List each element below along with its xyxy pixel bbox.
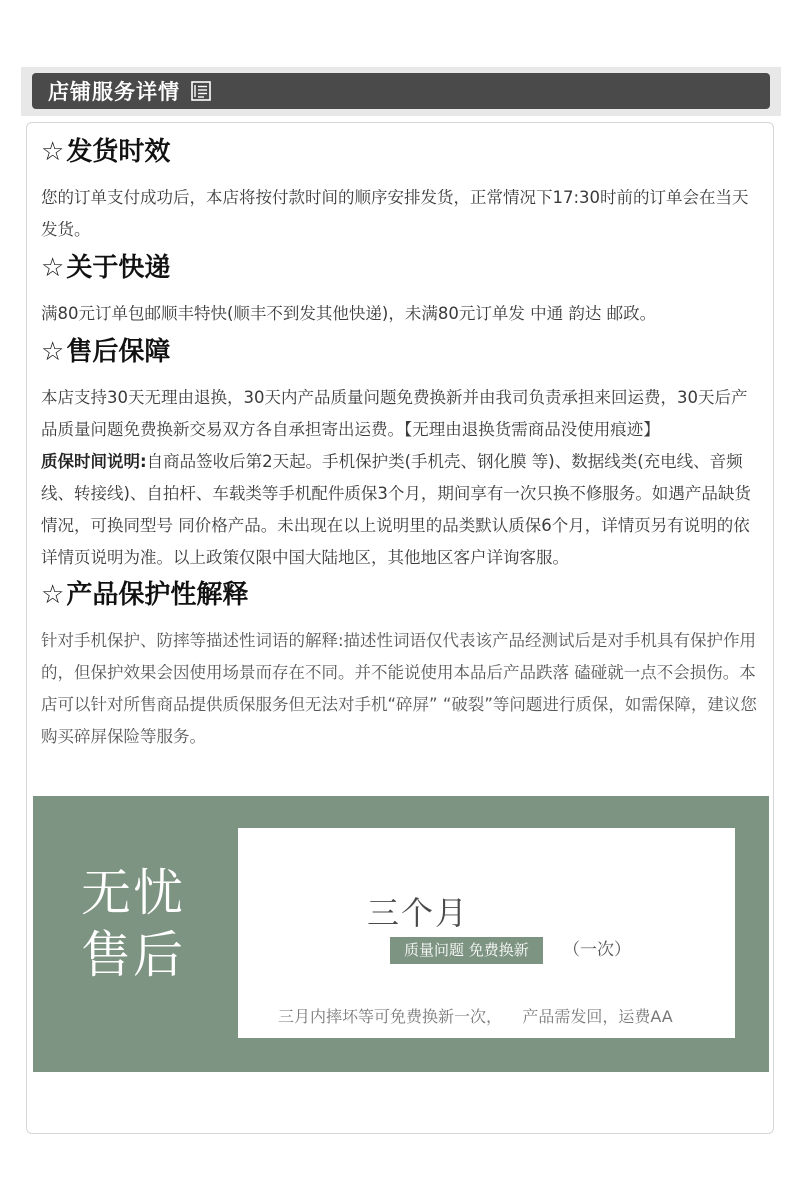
- header-bar: [32, 73, 770, 109]
- section-shipping: [41, 135, 761, 246]
- section-heading: [41, 135, 761, 169]
- banner-title: 三个月: [366, 894, 469, 932]
- section-protection: [41, 578, 761, 753]
- banner-once: （一次）: [563, 940, 631, 960]
- warranty-label: 质保时间说明:: [41, 452, 147, 471]
- banner-big-text: [81, 862, 221, 986]
- banner-big-line: 无忧: [81, 864, 185, 922]
- warranty-paragraph: [41, 446, 761, 574]
- section-heading-text: 发货时效: [66, 137, 171, 167]
- section-after-sales: [41, 335, 761, 574]
- banner-badge: 质量问题 免费换新: [390, 937, 543, 964]
- section-paragraph: 针对手机保护、防摔等描述性词语的解释:描述性词语仅代表该产品经测试后是对手机具有保护作用的，但保护效果会因使用场景而存在不同。并不能说使用本品后产品跌落 磕碰就一点不会损伤。本店可以针对所售商品提供质保服务但无法对手机“碎屏” “破裂”等问题进行质保，如需保障，建议您购买碎屏保险等服务。: [41, 631, 757, 746]
- section-paragraph: 您的订单支付成功后，本店将按付款时间的顺序安排发货，正常情况下17:30时前的订单会在当天发货。: [41, 188, 749, 239]
- banner-big-line: 售后: [81, 926, 185, 984]
- service-card: [26, 122, 774, 1134]
- warranty-text: 自商品签收后第2天起。手机保护类(手机壳、钢化膜 等)、数据线类(充电线、音频线、转接线)、自拍杆、车载类等手机配件质保3个月，期间享有一次只换不修服务。如遇产品缺货情况，可换同型号 同价格产品。未出现在以上说明里的品类默认质保6个月，详情页另有说明的依详情页说明为准。以上政策仅限中国大陆地区，其他地区客户详询客服。: [41, 452, 751, 567]
- section-heading-text: 关于快递: [66, 253, 171, 283]
- banner-info-box: [238, 828, 735, 1038]
- star-icon: ☆: [41, 253, 65, 283]
- banner-note: 三月内摔坏等可免费换新一次， 产品需发回，运费AA: [278, 1007, 673, 1026]
- section-heading-text: 售后保障: [66, 337, 171, 367]
- star-icon: ☆: [41, 137, 65, 167]
- section-heading: [41, 335, 761, 369]
- star-icon: ☆: [41, 580, 65, 610]
- section-heading: [41, 578, 761, 612]
- star-icon: ☆: [41, 337, 65, 367]
- section-paragraph: 满80元订单包邮顺丰特快(顺丰不到发其他快递)，未满80元订单发 中通 韵达 邮政。: [41, 304, 657, 323]
- document-icon: [190, 80, 212, 102]
- section-heading-text: 产品保护性解释: [66, 580, 249, 610]
- after-sales-banner: [33, 796, 769, 1072]
- section-heading: [41, 251, 761, 285]
- page-title: 店铺服务详情: [48, 80, 180, 104]
- section-paragraph: 本店支持30天无理由退换，30天内产品质量问题免费换新并由我司负责承担来回运费，30天后产品质量问题免费换新交易双方各自承担寄出运费。【无理由退换货需商品没使用痕迹】: [41, 388, 748, 439]
- section-express: [41, 251, 761, 330]
